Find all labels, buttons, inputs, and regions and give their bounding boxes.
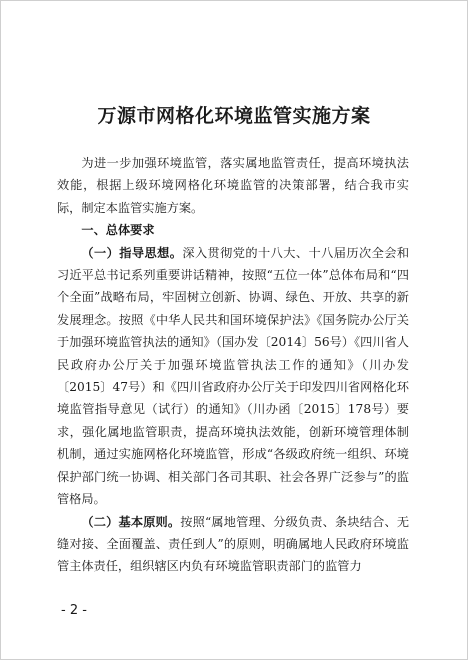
basic-principles-text: 按照“属地管理、分级负责、条块结合、无缝对接、全面覆盖、责任到人”的原则，明确属地人民政府环境监管主体责任，组织辖区内负有环境监管职责部门的监管力 [57,514,410,574]
guiding-ideology-label: （一）指导思想。 [81,245,183,260]
basic-principles-paragraph [57,511,409,578]
section-heading: 一、总体要求 [81,223,155,238]
document-body [57,152,409,578]
page-number: - 2 - [61,603,87,618]
document-title: 万源市网格化环境监管实施方案 [97,105,371,127]
guiding-ideology-text: 深入贯彻党的十八大、十八届历次全会和习近平总书记系列重要讲话精神，按照“五位一体”总体布局和“四个全面”战略布局，牢固树立创新、协调、绿色、开放、共享的新发展理念。按照《中华人民共和国环境保护法》《国务院办公厅关于加强环境监管执法的通知》（国办发〔2014〕56号）《四川省人民政府办公厅关于加强环境监管执法工作的通知》（川办发〔2015〕47号）和《四川省政府办公厅关于印发四川省网格化环境监管指导意见（试行）的通知》（川办函〔2015〕178号）要求，强化属地监管职责，提高环境执法效能，创新环境管理体制机制，通过实施网格化环境监管，形成“各级政府统一组织、环境保护部门统一协调、相关部门各司其职、社会各界广泛参与”的监管格局。 [57,245,410,507]
basic-principles-label: （二）基本原则。 [81,514,181,529]
guiding-ideology-paragraph [57,242,409,511]
intro-paragraph: 为进一步加强环境监管，落实属地监管责任，提高环境执法效能，根据上级环境网格化环境监管的决策部署，结合我市实际，制定本监管实施方案。 [57,156,409,215]
